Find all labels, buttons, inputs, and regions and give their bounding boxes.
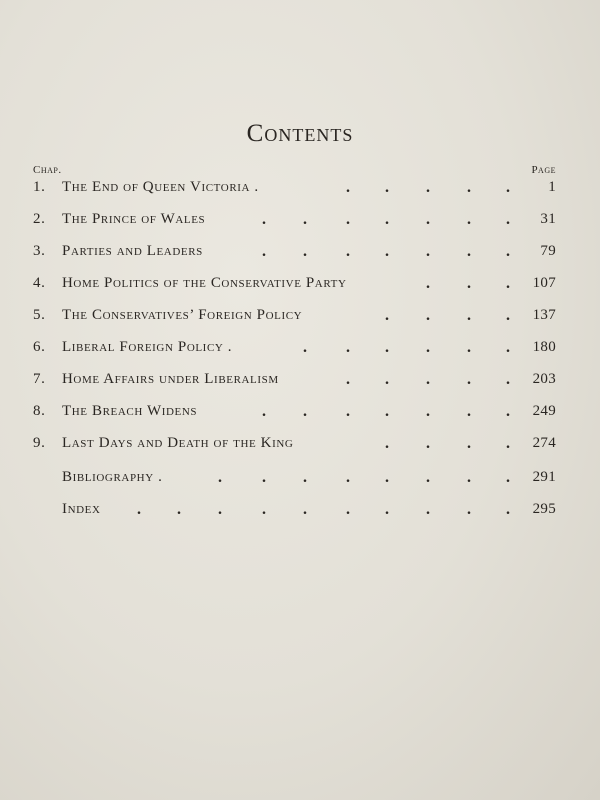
- leader-dot: .: [385, 243, 390, 260]
- chapter-title: Home Affairs under Liberalism: [62, 371, 279, 387]
- leader-dot: .: [346, 469, 351, 486]
- leader-dot: .: [385, 469, 390, 486]
- leader-dot: .: [426, 275, 431, 292]
- page-number: 203: [532, 371, 556, 387]
- leader-dot: .: [506, 435, 511, 452]
- chapter-title: Index: [62, 501, 101, 517]
- leader-dots: [0, 403, 600, 423]
- leader-dot: .: [467, 469, 472, 486]
- leader-dot: .: [262, 501, 267, 518]
- leader-dot: .: [426, 307, 431, 324]
- leader-dot: .: [467, 501, 472, 518]
- leader-dot: .: [303, 501, 308, 518]
- leader-dot: .: [346, 243, 351, 260]
- leader-dot: .: [506, 307, 511, 324]
- leader-dots: [0, 501, 600, 521]
- chapter-title: Home Politics of the Conservative Party: [62, 275, 347, 291]
- toc-entry: [0, 271, 600, 299]
- leader-dot: .: [506, 371, 511, 388]
- chapter-number: 8.: [33, 403, 46, 419]
- chapter-title: The Conservatives’ Foreign Policy: [62, 307, 303, 323]
- leader-dot: .: [218, 501, 223, 518]
- leader-dot: .: [506, 275, 511, 292]
- leader-dot: .: [218, 469, 223, 486]
- leader-dot: .: [385, 179, 390, 196]
- chapter-number: 1.: [33, 179, 46, 195]
- toc-entry: [0, 239, 600, 267]
- page-number: 274: [532, 435, 556, 451]
- leader-dot: .: [506, 339, 511, 356]
- toc-entry: [0, 465, 600, 493]
- leader-dots: [0, 469, 600, 489]
- leader-dot: .: [346, 339, 351, 356]
- chapter-title: The Breach Widens: [62, 403, 198, 419]
- toc-entry: [0, 335, 600, 363]
- leader-dots: [0, 339, 600, 359]
- leader-dot: .: [385, 339, 390, 356]
- chapter-number: 3.: [33, 243, 46, 259]
- leader-dot: .: [426, 403, 431, 420]
- page-number: 1: [548, 179, 556, 195]
- leader-dot: .: [506, 211, 511, 228]
- leader-dot: .: [467, 339, 472, 356]
- leader-dot: .: [506, 403, 511, 420]
- leader-dot: .: [262, 243, 267, 260]
- leader-dot: .: [467, 403, 472, 420]
- leader-dot: .: [385, 211, 390, 228]
- page-title: Contents: [246, 120, 354, 147]
- chapter-number: 9.: [33, 435, 46, 451]
- leader-dot: .: [426, 339, 431, 356]
- chapter-number: 2.: [33, 211, 46, 227]
- page-number: 295: [532, 501, 556, 517]
- leader-dot: .: [506, 243, 511, 260]
- page-number: 137: [532, 307, 556, 323]
- chapter-number: 7.: [33, 371, 46, 387]
- chapter-column-header: Chap.: [33, 164, 62, 176]
- chapter-number: 5.: [33, 307, 46, 323]
- leader-dot: .: [346, 371, 351, 388]
- toc-entry: [0, 431, 600, 459]
- leader-dot: .: [303, 403, 308, 420]
- leader-dot: .: [177, 501, 182, 518]
- chapter-title: Bibliography .: [62, 469, 163, 485]
- leader-dot: .: [262, 469, 267, 486]
- chapter-title: Last Days and Death of the King: [62, 435, 294, 451]
- leader-dot: .: [467, 275, 472, 292]
- leader-dot: .: [385, 403, 390, 420]
- leader-dots: [0, 211, 600, 231]
- page-number: 107: [532, 275, 556, 291]
- leader-dot: .: [426, 501, 431, 518]
- chapter-number: 6.: [33, 339, 46, 355]
- leader-dots: [0, 179, 600, 199]
- leader-dot: .: [426, 371, 431, 388]
- leader-dot: .: [262, 211, 267, 228]
- leader-dot: .: [426, 435, 431, 452]
- leader-dot: .: [346, 179, 351, 196]
- leader-dots: [0, 243, 600, 263]
- toc-entry: [0, 497, 600, 525]
- leader-dots: [0, 275, 600, 295]
- leader-dot: .: [303, 469, 308, 486]
- leader-dot: .: [506, 469, 511, 486]
- page-number: 180: [532, 339, 556, 355]
- toc-entry: [0, 207, 600, 235]
- leader-dot: .: [467, 371, 472, 388]
- leader-dot: .: [426, 243, 431, 260]
- chapter-title: The End of Queen Victoria .: [62, 179, 259, 195]
- leader-dot: .: [467, 211, 472, 228]
- leader-dot: .: [385, 501, 390, 518]
- page-number: 291: [532, 469, 556, 485]
- leader-dot: .: [467, 243, 472, 260]
- leader-dot: .: [426, 179, 431, 196]
- chapter-number: 4.: [33, 275, 46, 291]
- leader-dot: .: [385, 371, 390, 388]
- leader-dot: .: [385, 435, 390, 452]
- chapter-title: Parties and Leaders: [62, 243, 203, 259]
- leader-dot: .: [426, 211, 431, 228]
- leader-dot: .: [137, 501, 142, 518]
- page-number: 249: [532, 403, 556, 419]
- chapter-title: The Prince of Wales: [62, 211, 206, 227]
- leader-dot: .: [346, 211, 351, 228]
- toc-entry: [0, 399, 600, 427]
- leader-dot: .: [303, 211, 308, 228]
- leader-dot: .: [262, 403, 267, 420]
- toc-entry: [0, 175, 600, 203]
- page-number: 31: [540, 211, 556, 227]
- leader-dot: .: [303, 339, 308, 356]
- page-number: 79: [540, 243, 556, 259]
- leader-dot: .: [467, 179, 472, 196]
- leader-dot: .: [467, 307, 472, 324]
- leader-dots: [0, 371, 600, 391]
- toc-entry: [0, 303, 600, 331]
- leader-dot: .: [506, 501, 511, 518]
- leader-dot: .: [467, 435, 472, 452]
- leader-dots: [0, 435, 600, 455]
- leader-dot: .: [346, 501, 351, 518]
- leader-dot: .: [303, 243, 308, 260]
- leader-dots: [0, 307, 600, 327]
- leader-dot: .: [506, 179, 511, 196]
- page-column-header: Page: [531, 164, 556, 176]
- leader-dot: .: [426, 469, 431, 486]
- toc-entry: [0, 367, 600, 395]
- leader-dot: .: [346, 403, 351, 420]
- leader-dot: .: [385, 307, 390, 324]
- chapter-title: Liberal Foreign Policy .: [62, 339, 233, 355]
